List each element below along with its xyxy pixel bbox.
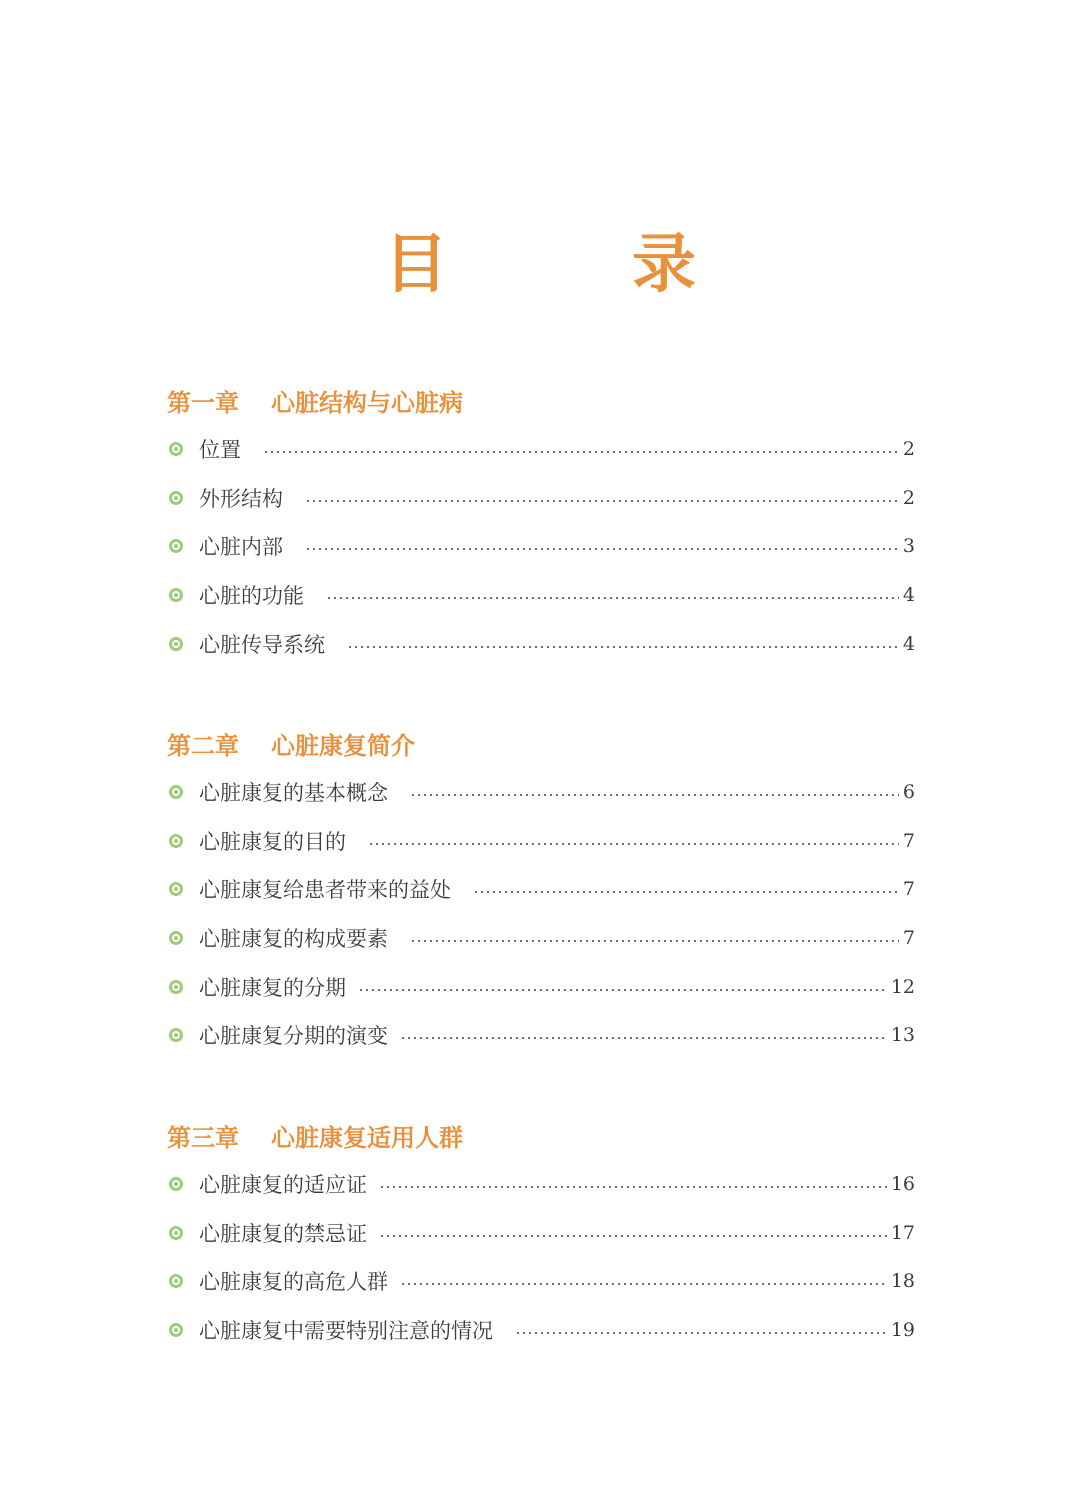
toc-entry[interactable] (167, 1209, 915, 1258)
toc-entry-label: 外形结构 (199, 486, 283, 511)
toc-entry[interactable] (167, 768, 915, 817)
toc-entry-page: 4 (902, 632, 915, 655)
dot-leader (263, 451, 899, 453)
chapter-title: 心脏结构与心脏病 (271, 387, 463, 417)
toc-entry-page: 3 (902, 535, 915, 558)
circle-bullet-icon (169, 1028, 183, 1042)
toc-entry-page: 2 (902, 438, 915, 461)
toc-entry-page: 7 (902, 829, 915, 852)
dot-leader (410, 794, 899, 796)
chapter-heading[interactable] (167, 1111, 915, 1159)
chapter-number: 第二章 (167, 730, 239, 760)
dot-leader (368, 843, 899, 845)
circle-bullet-icon (169, 442, 183, 456)
chapter-number: 第三章 (167, 1122, 239, 1152)
toc-entry-label: 心脏康复的分期 (199, 975, 346, 1000)
chapter-heading[interactable] (167, 376, 915, 424)
toc-entry[interactable] (167, 1306, 915, 1355)
dot-leader (379, 1186, 887, 1188)
toc-entry[interactable] (167, 571, 915, 620)
circle-bullet-icon (169, 588, 183, 602)
dot-leader (473, 891, 899, 893)
toc-entry-page: 4 (902, 584, 915, 607)
dot-leader (305, 548, 899, 550)
circle-bullet-icon (169, 539, 183, 553)
circle-bullet-icon (169, 1274, 183, 1288)
circle-bullet-icon (169, 491, 183, 505)
toc-entry-label: 心脏的功能 (199, 584, 304, 609)
dot-leader (400, 1283, 887, 1285)
circle-bullet-icon (169, 980, 183, 994)
dot-leader (326, 597, 899, 599)
dot-leader (379, 1235, 887, 1237)
toc-entry[interactable] (167, 817, 915, 866)
chapter-1 (167, 376, 915, 668)
toc-entry-label: 心脏康复的禁忌证 (199, 1221, 367, 1246)
dot-leader (400, 1037, 887, 1039)
toc-entry[interactable] (167, 1257, 915, 1306)
toc-entry-label: 心脏康复的适应证 (199, 1173, 367, 1198)
toc-entry[interactable] (167, 619, 915, 668)
toc-entry-label: 心脏康复的目的 (199, 829, 346, 854)
toc-entry-page: 12 (890, 975, 915, 998)
toc-entry-page: 16 (890, 1173, 915, 1196)
circle-bullet-icon (169, 785, 183, 799)
toc-entry-label: 心脏康复的基本概念 (199, 781, 388, 806)
toc-entry-page: 13 (890, 1024, 915, 1047)
circle-bullet-icon (169, 637, 183, 651)
toc-entry-label: 心脏康复的构成要素 (199, 927, 388, 952)
chapter-heading[interactable] (167, 719, 915, 767)
toc-entry[interactable] (167, 914, 915, 963)
dot-leader (305, 500, 899, 502)
dot-leader (358, 989, 887, 991)
toc-entry-page: 17 (890, 1221, 915, 1244)
toc-entry[interactable] (167, 1011, 915, 1060)
circle-bullet-icon (169, 1323, 183, 1337)
toc-entry-label: 心脏传导系统 (199, 632, 325, 657)
dot-leader (515, 1332, 887, 1334)
toc-entry[interactable] (167, 962, 915, 1011)
toc-entry[interactable] (167, 865, 915, 914)
page-title: 目 录 (384, 227, 756, 302)
toc-entry-label: 位置 (199, 438, 241, 463)
toc-entry-page: 19 (890, 1319, 915, 1342)
dot-leader (410, 940, 899, 942)
toc-entry[interactable] (167, 522, 915, 571)
toc-entry-page: 18 (890, 1270, 915, 1293)
toc-entry-label: 心脏内部 (199, 535, 283, 560)
toc-entry[interactable] (167, 425, 915, 474)
toc-entry-page: 2 (902, 486, 915, 509)
circle-bullet-icon (169, 834, 183, 848)
toc-entry-label: 心脏康复分期的演变 (199, 1024, 388, 1049)
toc-entry-label: 心脏康复的高危人群 (199, 1270, 388, 1295)
circle-bullet-icon (169, 882, 183, 896)
toc-entry-page: 6 (902, 781, 915, 804)
chapter-2 (167, 719, 915, 1060)
dot-leader (347, 646, 899, 648)
circle-bullet-icon (169, 931, 183, 945)
chapter-title: 心脏康复适用人群 (271, 1122, 463, 1152)
toc-entry[interactable] (167, 1160, 915, 1209)
toc-entry-page: 7 (902, 878, 915, 901)
circle-bullet-icon (169, 1226, 183, 1240)
chapter-title: 心脏康复简介 (271, 730, 415, 760)
toc-entry[interactable] (167, 474, 915, 523)
chapter-3 (167, 1111, 915, 1354)
toc-entry-label: 心脏康复给患者带来的益处 (199, 878, 451, 903)
toc-entry-page: 7 (902, 927, 915, 950)
chapter-number: 第一章 (167, 387, 239, 417)
toc-entry-label: 心脏康复中需要特别注意的情况 (199, 1319, 493, 1344)
circle-bullet-icon (169, 1177, 183, 1191)
